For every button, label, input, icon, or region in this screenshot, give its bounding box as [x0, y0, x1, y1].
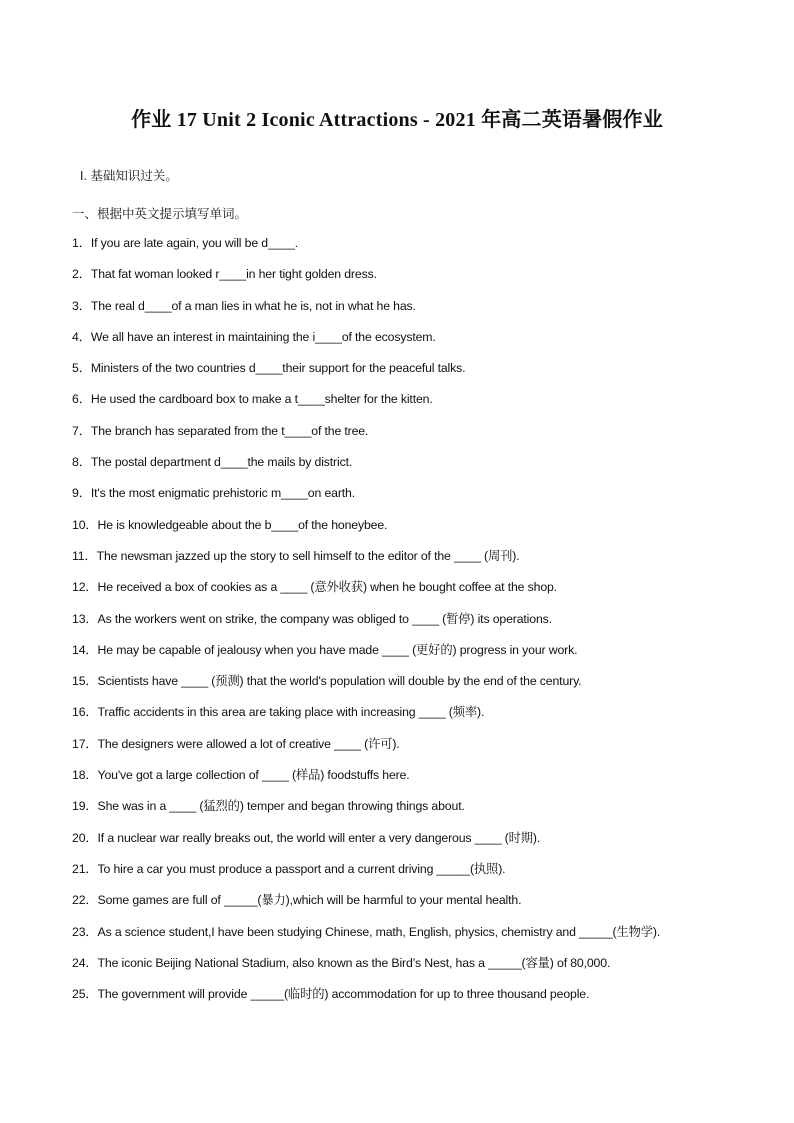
question-item: [72, 702, 772, 733]
question-text: The iconic Beijing National Stadium, also known as the Bird’s Nest, has a _____(容量) of 80,000.: [97, 955, 611, 970]
question-text: The postal department d____the mails by district.: [90, 455, 353, 470]
page-title: 作业 17 Unit 2 Iconic Attractions - 2021 年高二英语暑假作业: [131, 109, 663, 131]
question-text: The newsman jazzed up the story to sell himself to the editor of the ____ (周刊).: [96, 548, 520, 563]
question-item: [72, 452, 772, 483]
question-number: 19．: [72, 799, 98, 814]
question-number: 15．: [72, 674, 98, 689]
question-number: 4．: [72, 329, 91, 344]
question-number: 9．: [72, 486, 91, 501]
question-number: 24．: [72, 955, 98, 970]
question-text: He may be capable of jealousy when you have made ____ (更好的) progress in your work.: [97, 642, 578, 657]
question-number: 17．: [72, 736, 98, 751]
question-item: [72, 859, 772, 890]
question-item: [72, 828, 772, 859]
section-heading: I. 基础知识过关。: [80, 169, 178, 183]
question-number: 6．: [72, 392, 91, 407]
question-text: He received a box of cookies as a ____ (意外收获) when he bought coffee at the shop.: [97, 580, 557, 595]
question-item: [72, 984, 772, 1015]
question-number: 22．: [72, 893, 98, 908]
question-number: 14．: [72, 642, 98, 657]
question-number: 10．: [72, 517, 98, 532]
question-item: [72, 421, 772, 452]
question-number: 20．: [72, 830, 98, 845]
question-item: [72, 609, 772, 640]
question-text: Ministers of the two countries d____their support for the peaceful talks.: [90, 361, 466, 376]
question-text: He used the cardboard box to make a t____shelter for the kitten.: [90, 392, 433, 407]
question-number: 3．: [72, 298, 91, 313]
question-item: [72, 765, 772, 796]
question-number: 13．: [72, 611, 98, 626]
question-text: You've got a large collection of ____ (样品) foodstuffs here.: [97, 768, 410, 783]
question-item: [72, 796, 772, 827]
question-number: 2．: [72, 267, 91, 282]
question-text: The government will provide _____(临时的) accommodation for up to three thousand people.: [97, 987, 590, 1002]
question-item: [72, 264, 772, 295]
question-text: As the workers went on strike, the company was obliged to ____ (暂停) its operations.: [97, 611, 552, 626]
question-text: That fat woman looked r____in her tight golden dress.: [90, 267, 377, 282]
question-number: 12．: [72, 580, 98, 595]
question-text: We all have an interest in maintaining the i____of the ecosystem.: [90, 329, 436, 344]
question-number: 8．: [72, 455, 91, 470]
question-item: [72, 890, 772, 921]
question-number: 5．: [72, 361, 91, 376]
question-item: [72, 389, 772, 420]
question-text: She was in a ____ (猛烈的) temper and began throwing things about.: [97, 799, 465, 814]
question-text: It's the most enigmatic prehistoric m____on earth.: [90, 486, 355, 501]
question-number: 7．: [72, 423, 91, 438]
question-item: [72, 734, 772, 765]
question-item: [72, 953, 772, 984]
subsection-heading: 一、根据中英文提示填写单词。: [72, 207, 248, 221]
question-item: [72, 327, 772, 358]
question-text: If you are late again, you will be d____.: [90, 236, 298, 250]
question-number: 23．: [72, 924, 98, 939]
question-item: [72, 515, 772, 546]
question-number: 1．: [72, 236, 91, 250]
question-text: The real d____of a man lies in what he is, not in what he has.: [90, 298, 416, 313]
question-list: [72, 233, 772, 1015]
question-text: Traffic accidents in this area are taking place with increasing ____ (频率).: [97, 705, 485, 720]
question-number: 18．: [72, 768, 98, 783]
question-item: [72, 671, 772, 702]
question-item: [72, 640, 772, 671]
question-text: He is knowledgeable about the b____of the honeybee.: [97, 517, 388, 532]
question-number: 11．: [72, 548, 97, 563]
question-number: 25．: [72, 987, 98, 1002]
question-text: As a science student,I have been studying Chinese, math, English, physics, chemistry and _____(生物学).: [97, 924, 661, 939]
question-text: To hire a car you must produce a passport and a current driving _____(执照).: [97, 861, 506, 876]
question-item: [72, 546, 772, 577]
question-number: 16．: [72, 705, 98, 720]
question-item: [72, 233, 772, 264]
question-text: If a nuclear war really breaks out, the world will enter a very dangerous ____ (时期).: [97, 830, 541, 845]
question-item: [72, 483, 772, 514]
question-item: [72, 922, 772, 953]
question-number: 21．: [72, 861, 98, 876]
question-item: [72, 358, 772, 389]
question-text: Some games are full of _____(暴力),which will be harmful to your mental health.: [97, 893, 522, 908]
question-item: [72, 296, 772, 327]
question-item: [72, 577, 772, 608]
question-text: Scientists have ____ (预测) that the world's population will double by the end of the century.: [97, 674, 582, 689]
question-text: The designers were allowed a lot of creative ____ (许可).: [97, 736, 400, 751]
question-text: The branch has separated from the t____of the tree.: [90, 423, 369, 438]
